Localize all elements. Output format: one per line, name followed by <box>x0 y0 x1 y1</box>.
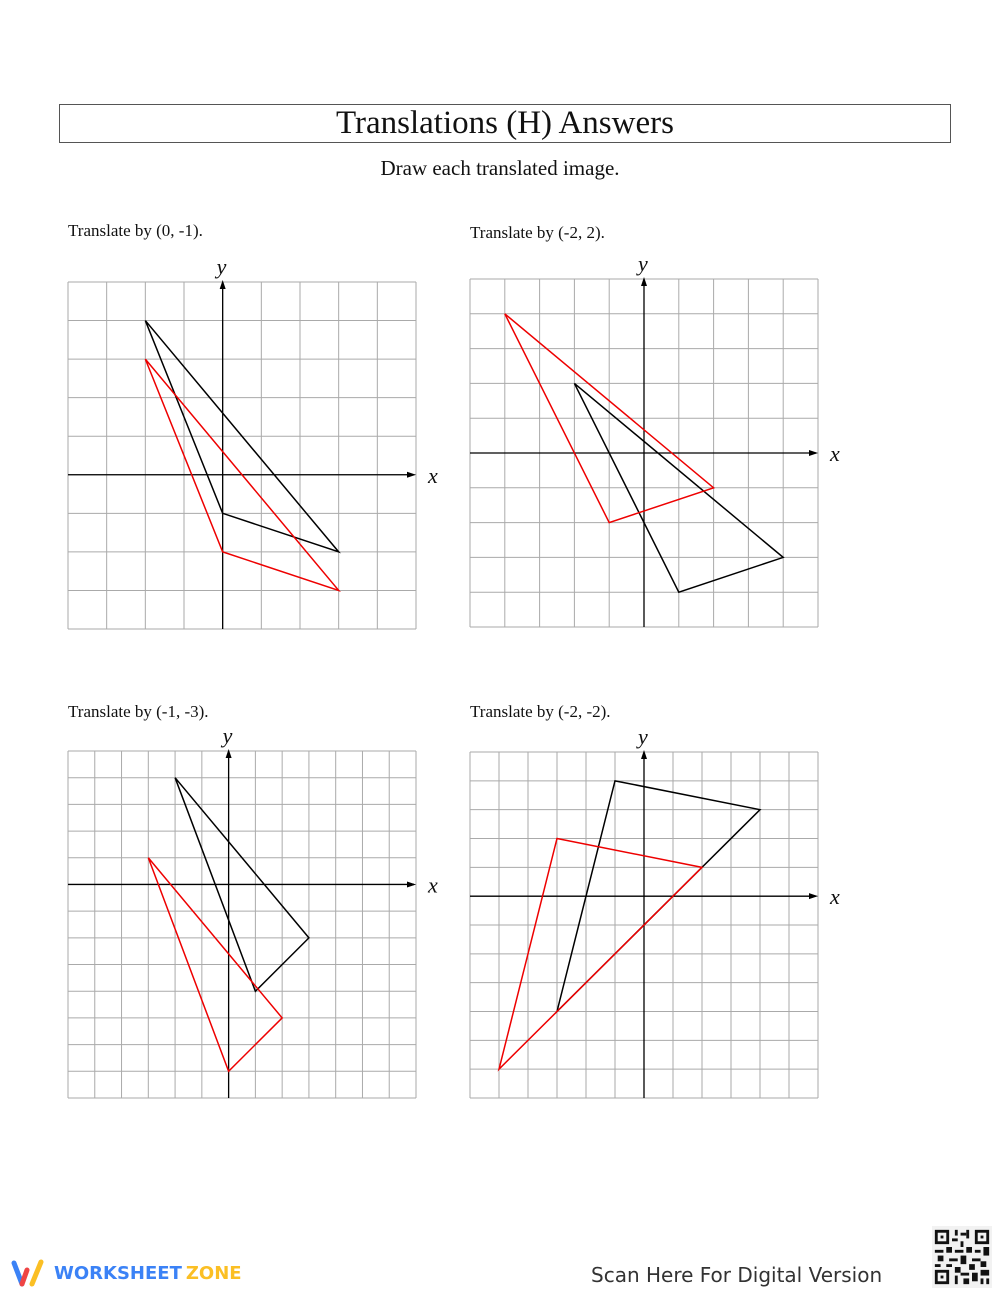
y-axis-label: y <box>216 254 227 279</box>
problem-4-label: Translate by (-2, -2). <box>470 702 611 721</box>
logo-w-icon <box>10 1258 46 1288</box>
page-title: Translations (H) Answers <box>59 104 951 143</box>
y-axis-label: y <box>222 723 233 748</box>
worksheet-zone-logo[interactable] <box>10 1258 242 1288</box>
y-axis-label: y <box>638 724 648 749</box>
logo-text-zone: ZONE <box>185 1262 242 1284</box>
x-axis-label: x <box>428 462 438 488</box>
instructions: Draw each translated image. <box>380 156 620 180</box>
x-axis-label: x <box>830 884 840 910</box>
y-axis-label: y <box>638 251 648 276</box>
problem-3-label: Translate by (-1, -3). <box>68 702 209 721</box>
problem-1-label: Translate by (0, -1). <box>68 221 203 240</box>
qr-code-icon[interactable] <box>932 1226 992 1288</box>
x-axis-arrow-icon <box>809 893 818 899</box>
x-axis-label: x <box>428 872 438 898</box>
y-axis-arrow-icon <box>641 750 647 759</box>
scan-text: Scan Here For Digital Version <box>591 1263 883 1287</box>
x-axis-label: x <box>830 441 840 466</box>
problem-2-label: Translate by (-2, 2). <box>470 223 605 242</box>
logo-text-worksheet: WORKSHEET <box>54 1262 182 1284</box>
